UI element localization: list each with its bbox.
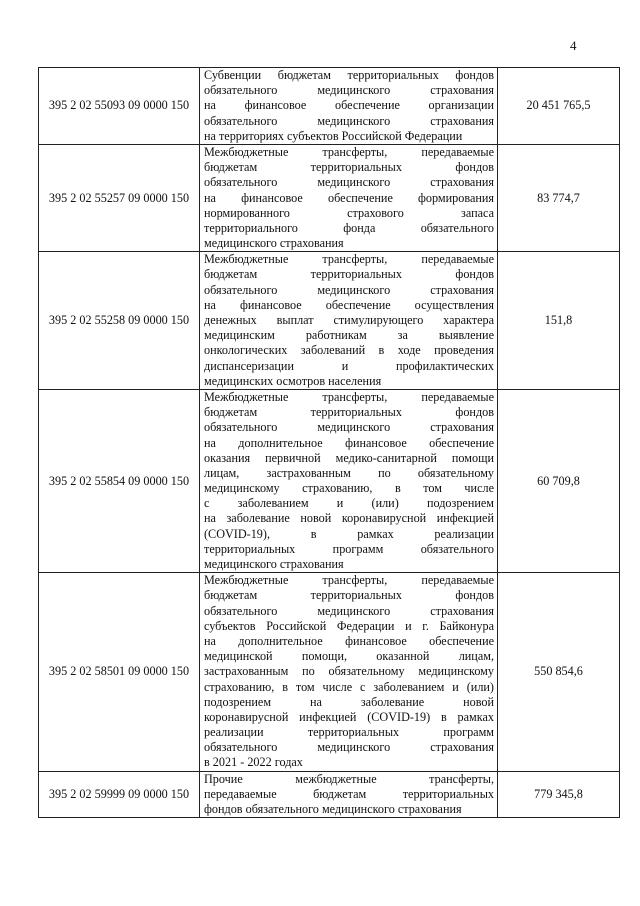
income-name-line: обязательного медицинского страхования <box>204 175 494 190</box>
income-name-line: на финансовое обеспечение формирования <box>204 190 494 205</box>
income-name-line: Субвенции бюджетам территориальных фондов <box>204 68 494 82</box>
income-name-line: обязательного медицинского страхования <box>204 740 494 755</box>
income-name-cell <box>200 144 498 251</box>
income-name-line: обязательного медицинского страхования <box>204 83 494 98</box>
income-name-line: медицинским работникам за выявление <box>204 328 494 343</box>
amount-cell: 151,8 <box>498 252 620 390</box>
income-name-line: на дополнительное финансовое обеспечение <box>204 633 494 648</box>
budget-code-cell: 395 2 02 55093 09 0000 150 <box>39 68 200 145</box>
income-name-line: на финансовое обеспечение организации <box>204 98 494 113</box>
amount-cell: 83 774,7 <box>498 144 620 251</box>
income-name-line: на дополнительное финансовое обеспечение <box>204 435 494 450</box>
income-name-line: в 2021 - 2022 годах <box>204 755 303 770</box>
income-name-line: фондов обязательного медицинского страхования <box>204 802 462 816</box>
budget-code-cell: 395 2 02 58501 09 0000 150 <box>39 573 200 771</box>
income-name-line: подозрением на заболевание новой <box>204 694 494 709</box>
income-name-line: территориального фонда обязательного <box>204 220 494 235</box>
income-name-line: Межбюджетные трансферты, передаваемые <box>204 144 494 159</box>
table-row <box>39 144 620 251</box>
income-name-line: Межбюджетные трансферты, передаваемые <box>204 252 494 267</box>
income-name-line: субъектов Российской Федерации и г. Байконура <box>204 618 494 633</box>
income-name-line: Межбюджетные трансферты, передаваемые <box>204 389 494 404</box>
table-row <box>39 573 620 771</box>
amount-cell: 60 709,8 <box>498 389 620 572</box>
budget-table <box>38 67 620 818</box>
income-name-line: онкологических заболеваний в ходе проведения <box>204 343 494 358</box>
budget-code-cell: 395 2 02 55258 09 0000 150 <box>39 252 200 390</box>
income-name-cell <box>200 68 498 145</box>
amount-cell: 779 345,8 <box>498 771 620 818</box>
income-name-line: медицинского страхования <box>204 236 344 251</box>
income-name-line: коронавирусной инфекцией (COVID-19) в рамках <box>204 709 494 724</box>
income-name-line: медицинского страхования <box>204 557 344 571</box>
income-name-cell <box>200 252 498 390</box>
income-name-line: на заболевание новой коронавирусной инфекцией <box>204 511 494 526</box>
income-name-line: бюджетам территориальных фондов <box>204 588 494 603</box>
income-name-line: обязательного медицинского страхования <box>204 603 494 618</box>
income-name-line: бюджетам территориальных фондов <box>204 405 494 420</box>
income-name-line: Прочие межбюджетные трансферты, <box>204 771 494 786</box>
table-row <box>39 389 620 572</box>
income-name-line: нормированного страхового запаса <box>204 205 494 220</box>
income-name-line: медицинскому страхованию, в том числе <box>204 481 494 496</box>
income-name-line: бюджетам территориальных фондов <box>204 160 494 175</box>
income-name-line: медицинских осмотров населения <box>204 373 382 388</box>
amount-cell: 550 854,6 <box>498 573 620 771</box>
income-name-line: оказания первичной медико-санитарной помощи <box>204 450 494 465</box>
income-name-cell <box>200 771 498 818</box>
table-row <box>39 68 620 145</box>
amount-cell: 20 451 765,5 <box>498 68 620 145</box>
income-name-line: обязательного медицинского страхования <box>204 282 494 297</box>
income-name-line: страхованию, в том числе с заболеванием и (или) <box>204 679 494 694</box>
income-name-line: (COVID-19), в рамках реализации <box>204 526 494 541</box>
income-name-line: территориальных программ обязательного <box>204 541 494 556</box>
income-name-cell <box>200 573 498 771</box>
table-row <box>39 252 620 390</box>
income-name-line: диспансеризации и профилактических <box>204 358 494 373</box>
income-name-line: обязательного медицинского страхования <box>204 420 494 435</box>
income-name-line: реализации территориальных программ <box>204 725 494 740</box>
income-name-line: с заболеванием и (или) подозрением <box>204 496 494 511</box>
budget-code-cell: 395 2 02 59999 09 0000 150 <box>39 771 200 818</box>
budget-code-cell: 395 2 02 55257 09 0000 150 <box>39 144 200 251</box>
budget-table-body <box>39 68 620 818</box>
income-name-line: обязательного медицинского страхования <box>204 113 494 128</box>
income-name-line: денежных выплат стимулирующего характера <box>204 313 494 327</box>
income-name-line: Межбюджетные трансферты, передаваемые <box>204 573 494 588</box>
income-name-line: передаваемые бюджетам территориальных <box>204 786 494 801</box>
budget-code-cell: 395 2 02 55854 09 0000 150 <box>39 389 200 572</box>
income-name-cell <box>200 389 498 572</box>
income-name-line: медицинской помощи, оказанной лицам, <box>204 649 494 664</box>
table-row <box>39 771 620 818</box>
income-name-line: на финансовое обеспечение осуществления <box>204 297 494 312</box>
income-name-line: на территориях субъектов Российской Федерации <box>204 128 463 143</box>
page-number: 4 <box>570 38 577 53</box>
income-name-line: лицам, застрахованным по обязательному <box>204 465 494 480</box>
income-name-line: бюджетам территориальных фондов <box>204 267 494 282</box>
income-name-line: застрахованным по обязательному медицинскому <box>204 664 494 679</box>
